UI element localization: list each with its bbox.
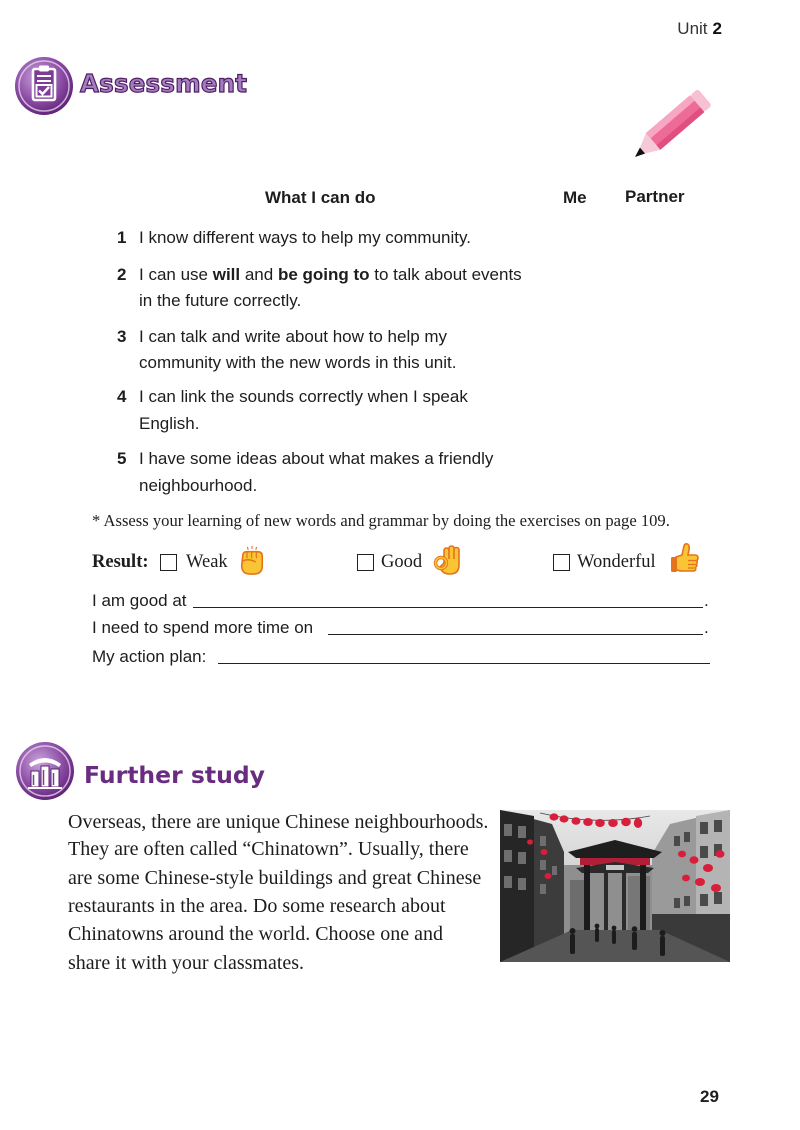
item-text: I know different ways to help my community. (139, 228, 471, 247)
item-text-segment: I can use (139, 265, 213, 284)
end-period: . (704, 591, 709, 610)
item-text: English. (139, 414, 200, 433)
checkbox-weak[interactable] (160, 554, 177, 571)
end-period: . (704, 618, 709, 637)
assessment-note: * Assess your learning of new words and grammar by doing the exercises on page 109. (92, 511, 670, 530)
page-number: 29 (700, 1087, 719, 1106)
item-text: I can talk and write about how to help my (139, 327, 448, 346)
reflection-action-plan-label: My action plan: (92, 647, 207, 666)
unit-word: Unit (677, 19, 708, 38)
unit-label (677, 19, 722, 39)
item-number: 4 (117, 387, 127, 406)
paragraph-line: They are often called “Chinatown”. Usually, there (68, 838, 469, 860)
column-header-partner: Partner (625, 187, 685, 206)
item-text-bold-will: will (212, 265, 241, 284)
column-header-me: Me (563, 188, 587, 207)
option-weak-label: Weak (186, 552, 228, 572)
item-text: in the future correctly. (139, 291, 302, 310)
item-number: 2 (117, 265, 127, 284)
item-text (139, 265, 522, 285)
chinatown-photo (500, 810, 730, 962)
fist-icon (238, 545, 266, 577)
checkbox-wonderful[interactable] (553, 554, 570, 571)
checkbox-good[interactable] (357, 554, 374, 571)
item-text-segment: and (240, 265, 278, 284)
item-text: neighbourhood. (139, 476, 258, 495)
item-text-bold-be-going-to: be going to (277, 265, 370, 284)
thumbs-up-icon (668, 541, 700, 575)
more-time-blank[interactable] (328, 634, 703, 635)
assessment-title: Assessment (80, 69, 248, 98)
item-number: 3 (117, 327, 127, 346)
pencil-icon (620, 80, 720, 172)
further-study-title: Further study (84, 761, 265, 789)
item-text: I can link the sounds correctly when I speak (139, 387, 468, 406)
good-at-blank[interactable] (193, 607, 703, 608)
item-text: community with the new words in this unit. (139, 353, 457, 372)
paragraph-line: are some Chinese-style buildings and great Chinese (68, 867, 482, 889)
column-header-what-i-can-do: What I can do (265, 188, 376, 207)
item-number: 1 (117, 228, 127, 247)
paragraph-line: restaurants in the area. Do some research about (68, 895, 446, 917)
action-plan-blank[interactable] (218, 663, 710, 664)
reflection-good-at-label: I am good at (92, 591, 187, 610)
reflection-more-time-label: I need to spend more time on (92, 618, 314, 637)
option-good-label: Good (381, 552, 423, 572)
item-number: 5 (117, 449, 127, 468)
paragraph-line: Chinatowns around the world. Choose one and (68, 923, 443, 945)
clipboard-check-icon (14, 55, 74, 117)
unit-number: 2 (712, 19, 722, 38)
paragraph-line: share it with your classmates. (68, 952, 305, 974)
item-text-segment: to talk about events (369, 265, 522, 284)
bar-chart-icon (15, 740, 75, 802)
item-text: I have some ideas about what makes a friendly (139, 449, 494, 468)
option-wonderful-label: Wonderful (577, 552, 656, 572)
result-label: Result: (92, 552, 149, 572)
paragraph-line: Overseas, there are unique Chinese neighbourhoods. (68, 811, 489, 833)
ok-hand-icon (432, 543, 462, 577)
